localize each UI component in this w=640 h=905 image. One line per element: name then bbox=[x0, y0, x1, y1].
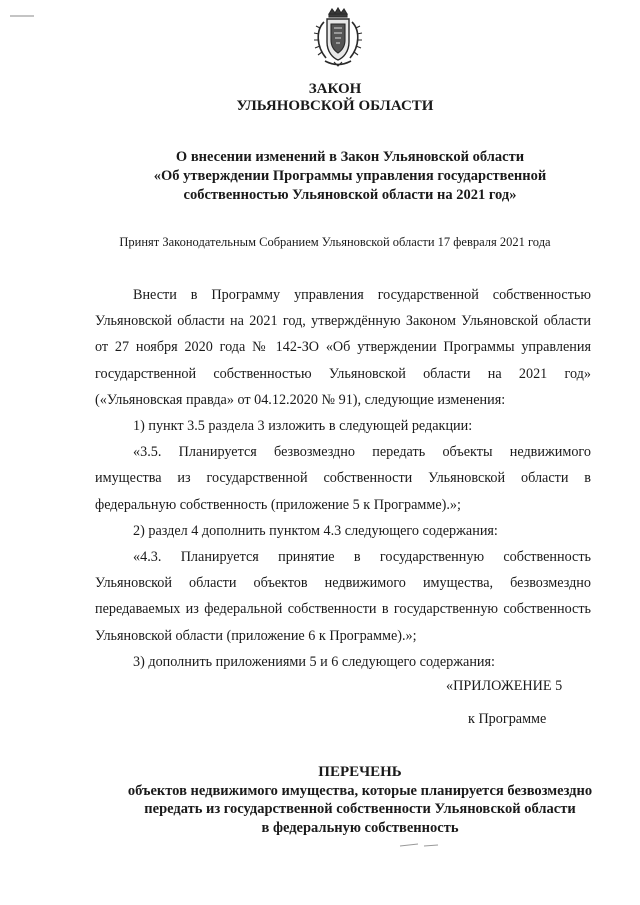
law-subject bbox=[110, 148, 590, 205]
list-subtitle-line: объектов недвижимого имущества, которые планируется безвозмездно bbox=[127, 782, 593, 799]
intro-paragraph: Внести в Программу управления государственной собственностью Ульяновской области на 2021 год, утверждённую Законом Ульяновской области от 27 ноября 2020 года № 142-ЗО «Об утверждении Программы управления государственной собственностью Ульяновской области на 2021 год» («Ульяновская правда» от 04.12.2020 № 91), следующие изменения: bbox=[95, 287, 591, 408]
law-body bbox=[95, 282, 591, 675]
amendment-item-2: 2) раздел 4 дополнить пунктом 4.3 следующего содержания: bbox=[133, 522, 498, 539]
subject-line: собственностью Ульяновской области на 2021 год» bbox=[183, 187, 517, 203]
list-subtitle-line: в федеральную собственность bbox=[261, 819, 459, 836]
scan-mark bbox=[8, 6, 38, 20]
annex-reference: к Программе bbox=[468, 711, 547, 727]
list-heading bbox=[90, 763, 630, 837]
region-title: УЛЬЯНОВСКОЙ ОБЛАСТИ bbox=[236, 98, 434, 114]
amendment-text-3-5: «3.5. Планируется безвозмездно передать объекты недвижимого имущества из государственной собственности Ульяновской области в федеральную собственность (приложение 5 к Программе).»; bbox=[95, 444, 591, 513]
list-subtitle-line: передать из государственной собственности Ульяновской области bbox=[144, 801, 576, 817]
subject-line: «Об утверждении Программы управления государственной bbox=[153, 168, 547, 184]
scan-mark bbox=[396, 838, 446, 852]
list-title: ПЕРЕЧЕНЬ bbox=[318, 764, 402, 780]
amendment-text-4-3: «4.3. Планируется принятие в государственную собственность Ульяновской области объектов недвижимого имущества, безвозмездно передаваемых из федеральной собственности в государственную собственность Ульяновской области (приложение 6 к Программе).»; bbox=[95, 549, 591, 644]
document-type-title: ЗАКОН bbox=[308, 81, 362, 97]
annex-label: «ПРИЛОЖЕНИЕ 5 bbox=[446, 678, 563, 694]
amendment-item-3: 3) дополнить приложениями 5 и 6 следующего содержания: bbox=[133, 653, 495, 670]
coat-of-arms-emblem bbox=[310, 6, 366, 68]
subject-line: О внесении изменений в Закон Ульяновской области bbox=[175, 149, 525, 165]
amendment-item-1: 1) пункт 3.5 раздела 3 изложить в следующей редакции: bbox=[133, 418, 473, 435]
adoption-note: Принят Законодательным Собранием Ульяновской области 17 февраля 2021 года bbox=[119, 235, 551, 249]
